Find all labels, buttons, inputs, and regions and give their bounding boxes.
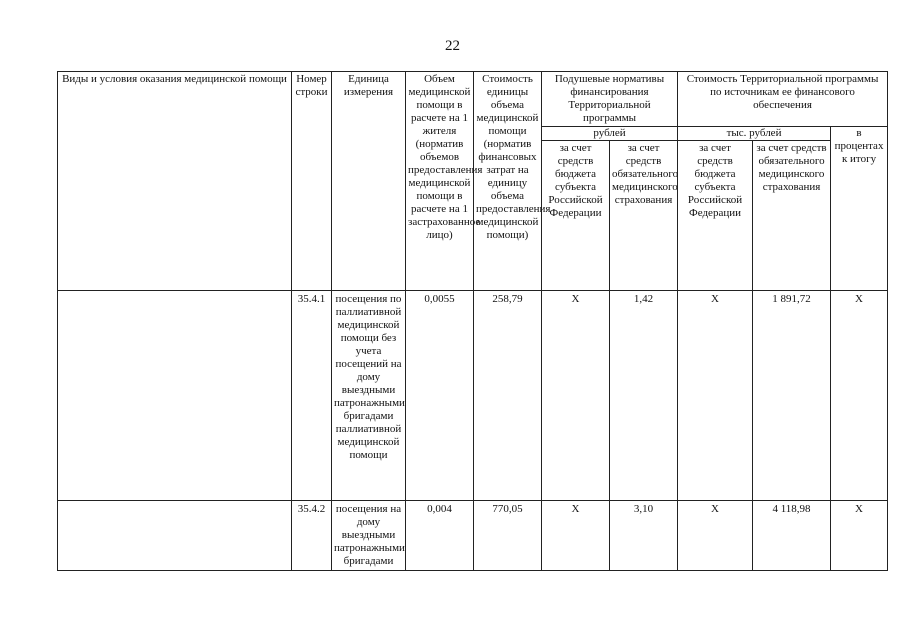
- cell-pc-budget: X: [542, 501, 610, 571]
- header-total-percent: в процентах к итогу: [831, 127, 888, 291]
- page-number: 22: [445, 38, 460, 54]
- financing-table: [57, 71, 888, 571]
- cell-cost: 770,05: [474, 501, 542, 571]
- header-row-number: Номер строки: [292, 72, 332, 291]
- header-per-capita-oms: за счет средств обязательного медицинского страхования: [610, 141, 678, 291]
- header-total-cost: Стоимость Территориальной программы по источникам ее финансового обеспечения: [678, 72, 888, 127]
- header-per-capita-unit: рублей: [542, 127, 678, 141]
- cell-tc-percent: X: [831, 291, 888, 501]
- header-total-oms: за счет средств обязательного медицинского страхования: [753, 141, 831, 291]
- header-cost: Стоимость единицы объема медицинской помощи (норматив финансовых затрат на единицу объема предоставления медицинской помощи): [474, 72, 542, 291]
- cell-tc-oms: 4 118,98: [753, 501, 831, 571]
- cell-tc-budget: X: [678, 501, 753, 571]
- cell-number: 35.4.2: [292, 501, 332, 571]
- cell-pc-oms: 1,42: [610, 291, 678, 501]
- header-total-budget: за счет средств бюджета субъекта Российской Федерации: [678, 141, 753, 291]
- header-total-cost-unit: тыс. рублей: [678, 127, 831, 141]
- cell-number: 35.4.1: [292, 291, 332, 501]
- cell-tc-oms: 1 891,72: [753, 291, 831, 501]
- cell-volume: 0,0055: [406, 291, 474, 501]
- header-types: Виды и условия оказания медицинской помощи: [58, 72, 292, 291]
- cell-pc-oms: 3,10: [610, 501, 678, 571]
- table-row: [58, 291, 888, 501]
- cell-unit: посещения на дому выездными патронажными бригадами: [332, 501, 406, 571]
- cell-volume: 0,004: [406, 501, 474, 571]
- cell-type: [58, 291, 292, 501]
- cell-unit: посещения по паллиативной медицинской помощи без учета посещений на дому выездными патронажными бригадами паллиативной медицинской помощи: [332, 291, 406, 501]
- cell-type: [58, 501, 292, 571]
- header-per-capita: Подушевые нормативы финансирования Территориальной программы: [542, 72, 678, 127]
- header-unit: Единица измерения: [332, 72, 406, 291]
- header-row: [58, 72, 888, 127]
- cell-pc-budget: X: [542, 291, 610, 501]
- cell-tc-budget: X: [678, 291, 753, 501]
- table-row: [58, 501, 888, 571]
- header-volume: Объем медицинской помощи в расчете на 1 жителя (норматив объемов предоставления медицинской помощи в расчете на 1 застрахованное лицо): [406, 72, 474, 291]
- header-per-capita-budget: за счет средств бюджета субъекта Российской Федерации: [542, 141, 610, 291]
- cell-tc-percent: X: [831, 501, 888, 571]
- cell-cost: 258,79: [474, 291, 542, 501]
